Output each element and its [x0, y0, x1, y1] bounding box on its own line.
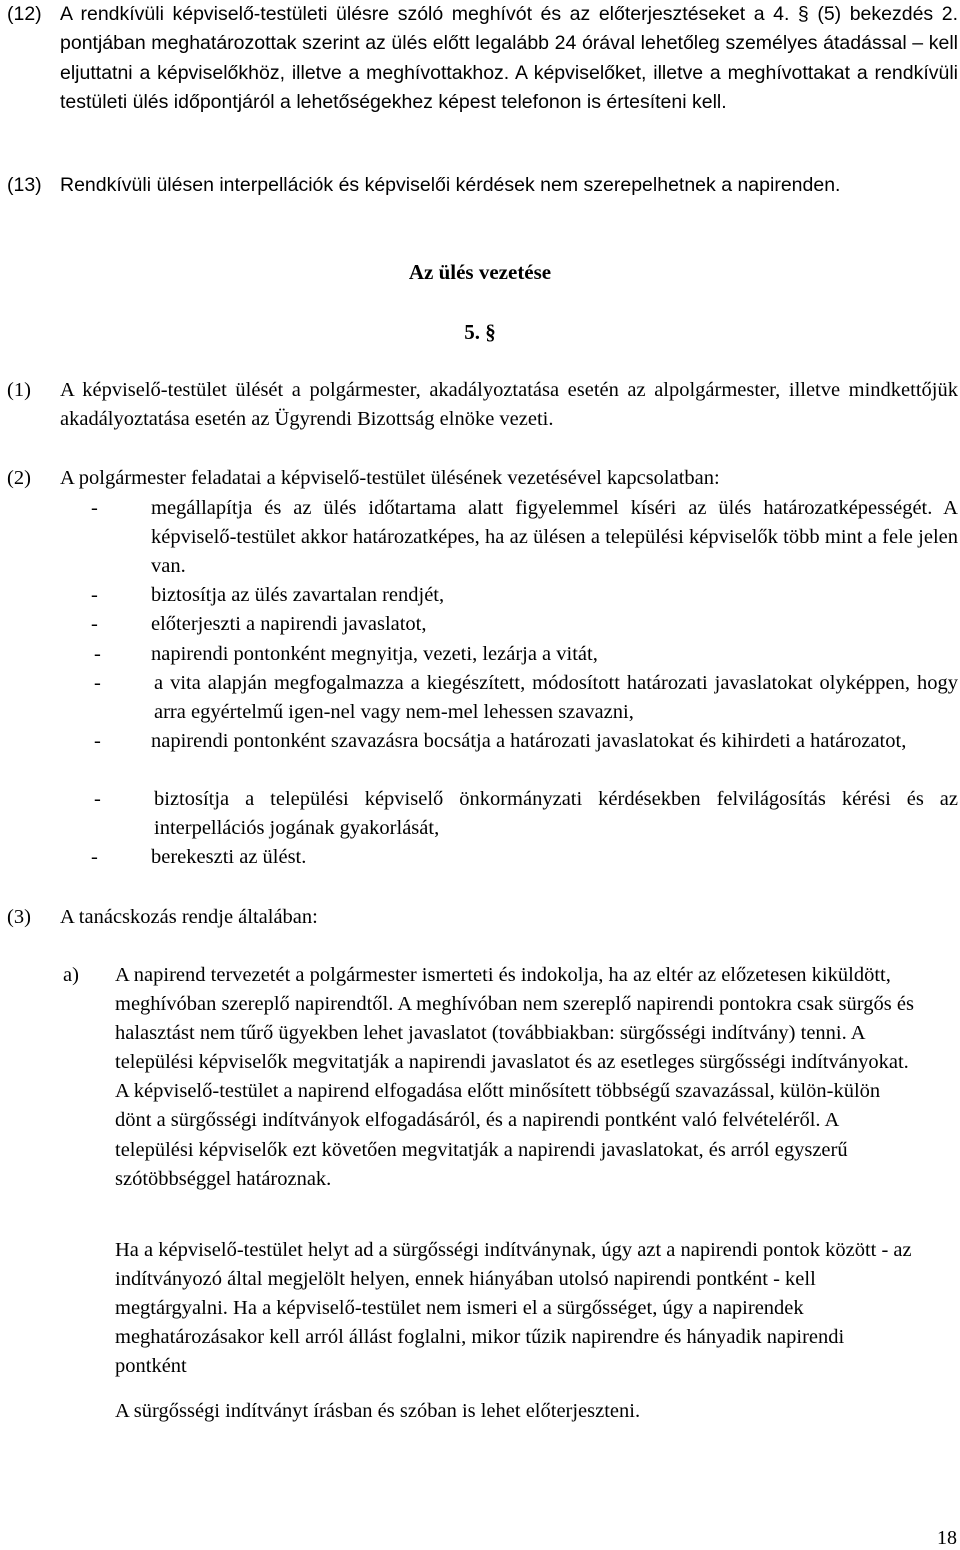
list-item-text: napirendi pontonként megnyitja, vezeti, lezárja a vitát,: [151, 643, 598, 665]
sub-item-text: A napirend tervezetét a polgármester ismerteti és indokolja, ha az eltér az előzetesen kiküldött, meghívóban szereplő napirendtől. A meghívóban nem szereplő napirendi pontokra csak sürgős és halasztást nem tűrő ügyekben lehet javaslatot (továbbiakban: sürgősségi indítvány) tenni. A települési képviselők megvitatják a napirendi javaslatot és az esetleges sürgősségi indítványokat. A képviselő-testület a napirend elfogadása előtt minősített többségű szavazással, külön-külön dönt a sürgősségi indítványok elfogadásáról, és a napirendi pontként való felvételéről. A települési képviselők ezt követően megvitatják a napirendi javaslatokat, és arról egyszerű szótöbbséggel határoznak.: [115, 964, 914, 1190]
paragraph-text: Rendkívüli ülésen interpellációk és képviselői kérdések nem szerepelhetnek a napirenden.: [60, 174, 841, 196]
sub-paragraph-text: Ha a képviselő-testület helyt ad a sürgősségi indítványnak, úgy azt a napirendi pontok között - az indítványozó által megjelölt helyen, ennek hiányában utolsó napirendi pontként - kell megtárgyalni. Ha a képviselő-testület nem ismeri el a sürgősséget, úgy a napirendek meghatározásakor kell arról állást foglalni, mikor tűzik napirendre és hányadik napirendi pontként: [115, 1239, 912, 1378]
list-item: [91, 843, 958, 872]
paragraph-number: (12): [7, 3, 42, 25]
list-item: [91, 785, 958, 843]
list-item: [91, 640, 958, 669]
list-dash: -: [94, 643, 101, 665]
list-item-text: biztosítja az ülés zavartalan rendjét,: [151, 584, 445, 606]
list-item: [91, 494, 958, 581]
list-dash: -: [94, 788, 101, 810]
paragraph-2: [0, 464, 960, 493]
paragraph-1: [0, 376, 960, 435]
paragraph-number: (13): [7, 174, 42, 196]
list-dash: -: [91, 846, 98, 868]
list-dash: -: [94, 730, 101, 752]
paragraph-number: (3): [7, 906, 31, 928]
paragraph-number: (1): [7, 379, 31, 401]
list-dash: -: [91, 613, 98, 635]
paragraph-text: A tanácskozás rendje általában:: [60, 906, 318, 928]
list-item-text: megállapítja és az ülés időtartama alatt figyelemmel kíséri az ülés határozatképességét. A képviselő-testület akkor határozatképes, ha az ülésen a települési képviselők több mint a fele jelen van.: [151, 497, 958, 577]
list-item-text: a vita alapján megfogalmazza a kiegészített, módosított határozati javaslatokat olyképpen, hogy arra egyértelmű igen-nel vagy nem-mel lehessen szavazni,: [154, 672, 958, 723]
paragraph-number: (2): [7, 467, 31, 489]
paragraph-12: [0, 0, 960, 117]
list-item-text: biztosítja a települési képviselő önkormányzati kérdésekben felvilágosítás kérési és az interpellációs jogának gyakorlását,: [154, 788, 958, 839]
sub-paragraph-text: A sürgősségi indítványt írásban és szóban is lehet előterjeszteni.: [115, 1400, 641, 1422]
list-item: [91, 610, 958, 639]
list-dash: -: [91, 497, 98, 519]
sub-paragraph: [0, 1397, 960, 1426]
list-item-text: előterjeszti a napirendi javaslatot,: [151, 613, 427, 635]
sub-paragraph: [0, 1236, 960, 1381]
paragraph-text: A rendkívüli képviselő-testületi ülésre szóló meghívót és az előterjesztéseket a 4. § (5) bekezdés 2. pontjában meghatározottak szerint az ülés előtt legalább 24 órával lehetőleg személyes átadással – kell eljuttatni a képviselőkhöz, illetve a meghívottakhoz. A képviselőket, illetve a meghívottakat a rendkívüli testületi ülés időpontjáról a lehetőségekhez képest telefonon is értesíteni kell.: [60, 3, 958, 113]
section-number: 5. §: [464, 320, 496, 344]
sub-item-label: a): [63, 964, 79, 986]
list-item: [91, 669, 958, 727]
paragraph-text: A képviselő-testület ülését a polgármester, akadályoztatása esetén az alpolgármester, illetve mindkettőjük akadályoztatása esetén az Ügyrendi Bizottság elnöke vezeti.: [60, 379, 958, 431]
list-item: [91, 727, 958, 756]
paragraph-13: [0, 171, 960, 200]
list-item-text: berekeszti az ülést.: [151, 846, 307, 868]
list-dash: -: [91, 584, 98, 606]
list-dash: -: [94, 672, 101, 694]
page-number: 18: [937, 1527, 957, 1549]
list-item-text: napirendi pontonként szavazásra bocsátja a határozati javaslatokat és kihirdeti a határozatot,: [151, 730, 907, 752]
paragraph-text: A polgármester feladatai a képviselő-testület ülésének vezetésével kapcsolatban:: [60, 467, 720, 489]
section-title: Az ülés vezetése: [408, 260, 552, 284]
paragraph-3: [0, 903, 960, 932]
sub-item-a: [0, 961, 960, 1194]
list-item: [91, 581, 958, 610]
